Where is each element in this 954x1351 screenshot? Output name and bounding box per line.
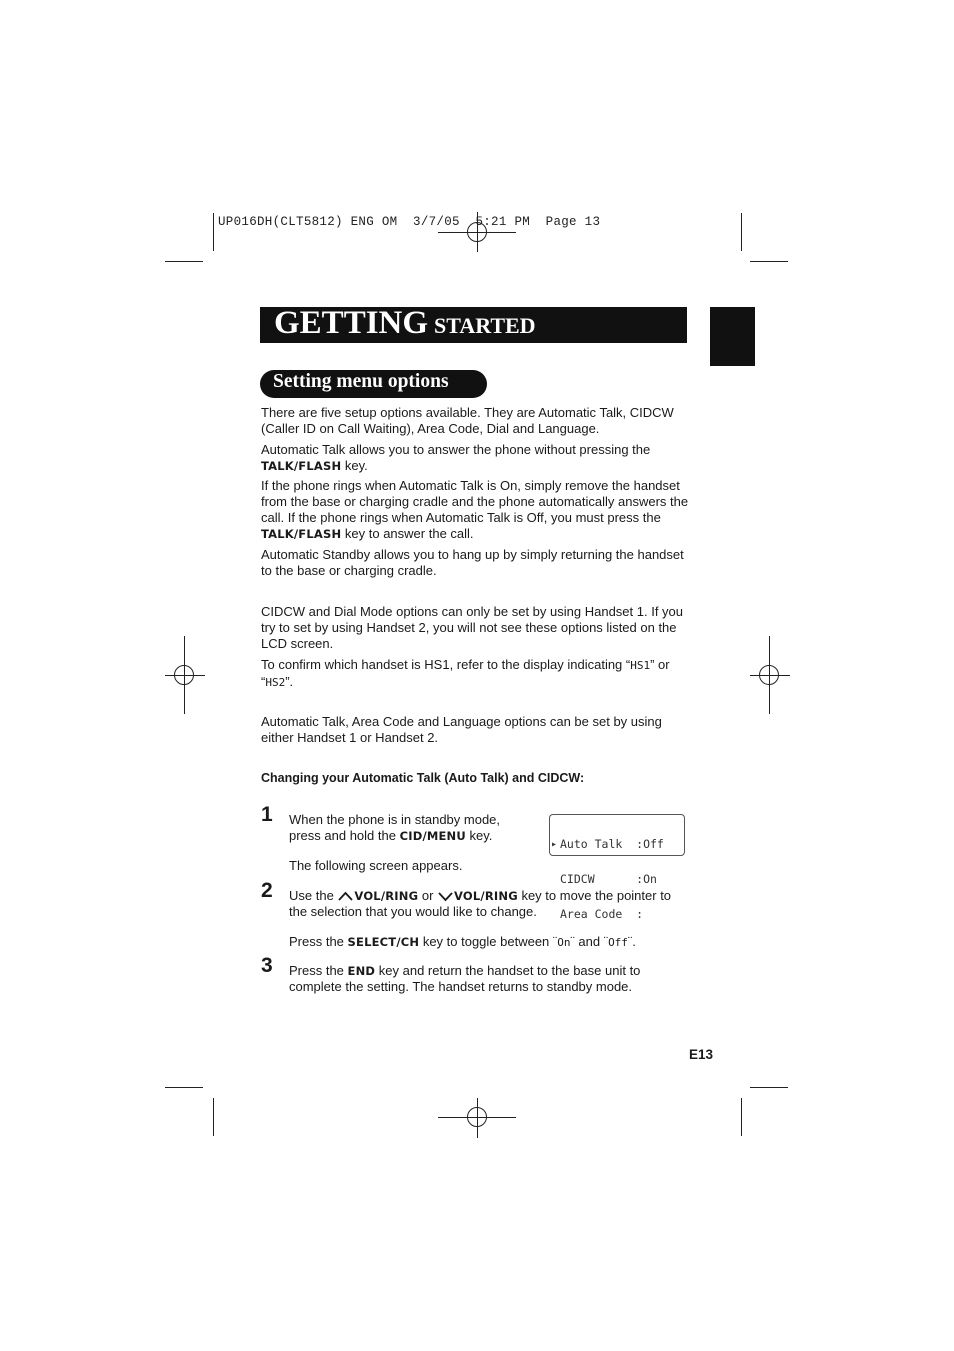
- lcd-row: ▸ Auto Talk :Off: [551, 836, 664, 851]
- key-label: CID/MENU: [399, 829, 466, 843]
- section-title-bar: [260, 307, 687, 343]
- step-number: 2: [261, 879, 273, 902]
- paragraph-auto-talk-detail: If the phone rings when Automatic Talk is On, simply remove the handset from the base or charging cradle and the phone automatically answers the call. If the phone rings when Automatic Talk is Off, you must press the TALK/FLASH key to answer the call.: [261, 478, 689, 541]
- paragraph-handset-1: CIDCW and Dial Mode options can only be set by using Handset 1. If you try to set by using Handset 2, you will not see these options listed on the LCD screen.: [261, 604, 683, 651]
- paragraph-auto-talk: Automatic Talk allows you to answer the phone without pressing the TALK/FLASH key.: [261, 442, 651, 473]
- down-chevron-icon: [437, 890, 454, 902]
- procedure-heading: Changing your Automatic Talk (Auto Talk) and CIDCW:: [261, 771, 585, 785]
- step-2-text: Use the VOL/RING or VOL/RING key to move the pointer to the selection that you would like to change.: [289, 888, 672, 919]
- pointer-icon: ▸: [551, 838, 558, 850]
- printer-slug: UP016DH(CLT5812) ENG OM 3/7/05 5:21 PM Page 13: [218, 215, 601, 229]
- registration-mark-icon: [750, 636, 790, 714]
- paragraph-either-handset: Automatic Talk, Area Code and Language options can be set by using either Handset 1 or Handset 2.: [261, 714, 662, 745]
- key-label: END: [347, 964, 376, 978]
- lcd-row: Area Code :: [560, 907, 644, 922]
- step-1-text: When the phone is in standby mode, press and hold the CID/MENU key.: [289, 812, 501, 843]
- crop-mark: [165, 261, 203, 262]
- paragraph-intro: There are five setup options available. They are Automatic Talk, CIDCW (Caller ID on Call Waiting), Area Code, Dial and Language.: [261, 405, 674, 436]
- page-number: E13: [689, 1047, 714, 1062]
- crop-mark: [165, 1087, 203, 1088]
- page-title: GETTING STARTED: [274, 305, 536, 341]
- subsection-pill: [260, 370, 487, 398]
- step-number: 1: [261, 803, 273, 826]
- key-label: TALK/FLASH: [261, 459, 342, 473]
- paragraph-auto-standby: Automatic Standby allows you to hang up by simply returning the handset to the base or charging cradle.: [261, 547, 684, 578]
- crop-mark: [750, 261, 788, 262]
- up-chevron-icon: [337, 890, 354, 902]
- paragraph-hs-display: To confirm which handset is HS1, refer to the display indicating “HS1” or “HS2”.: [261, 657, 670, 689]
- crop-mark: [213, 213, 214, 251]
- chapter-tab: [710, 307, 755, 366]
- crop-mark: [750, 1087, 788, 1088]
- step-3-text: Press the END key and return the handset to the base unit to complete the setting. The handset returns to standby mode.: [289, 963, 641, 994]
- key-label: VOL/RING: [354, 889, 419, 903]
- crop-mark: [741, 1098, 742, 1136]
- step-number: 3: [261, 954, 273, 977]
- lcd-screen: [549, 814, 685, 922]
- key-label: SELECT/CH: [347, 935, 420, 949]
- lcd-row: CIDCW :On: [560, 871, 657, 886]
- key-label: VOL/RING: [454, 889, 518, 903]
- subsection-title: Setting menu options: [273, 371, 449, 392]
- key-label: TALK/FLASH: [261, 527, 342, 541]
- registration-mark-icon: [438, 1098, 516, 1138]
- step-1-note: The following screen appears.: [289, 858, 463, 873]
- step-2-toggle: Press the SELECT/CH key to toggle between ¨On¨ and ¨Off¨.: [289, 934, 636, 949]
- crop-mark: [213, 1098, 214, 1136]
- registration-mark-icon: [165, 636, 205, 714]
- crop-mark: [741, 213, 742, 251]
